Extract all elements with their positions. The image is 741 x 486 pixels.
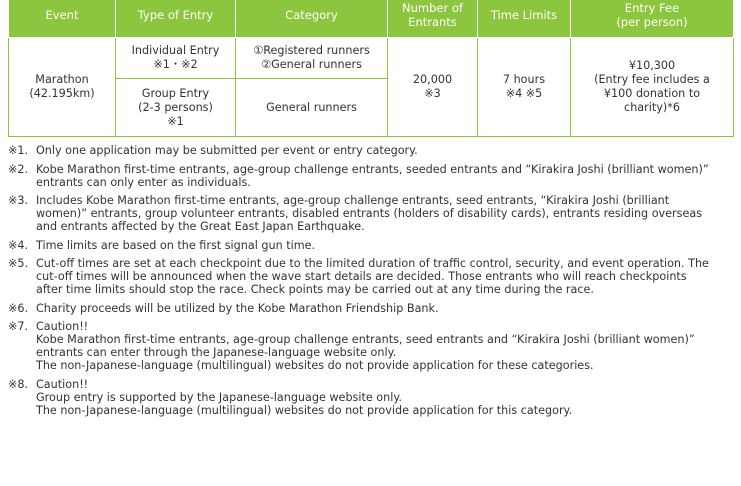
footnote-text <box>36 320 733 372</box>
header-fee-line: Entry Fee <box>624 0 680 15</box>
footnote-line: Charity proceeds will be utilized by the Kobe Marathon Friendship Bank. <box>36 301 439 315</box>
header-event: Event <box>9 0 116 38</box>
footnote-2 <box>8 163 733 189</box>
header-fee-line: (per person) <box>616 14 688 29</box>
individual-category-line: ②General runners <box>261 58 362 71</box>
header-number-line: Entrants <box>408 14 457 29</box>
footnote-mark: ※4. <box>8 238 29 252</box>
header-category: Category <box>236 0 388 38</box>
cell-event <box>9 38 116 137</box>
footnote-line: The non-Japanese-language (multilingual) websites do not provide application for this category. <box>36 403 573 417</box>
footnote-6 <box>8 302 733 315</box>
entrants-line: ※3 <box>424 87 441 100</box>
header-time-limits: Time Limits <box>478 0 571 38</box>
footnote-1 <box>8 144 733 157</box>
fee-line: ¥100 donation to <box>603 87 701 100</box>
footnote-line: cut-off times will be announced when the wave start details are decided. Those entrants who will reach checkpoints <box>36 270 687 283</box>
entrants-line: 20,000 <box>412 73 453 86</box>
header-number-of-entrants <box>388 0 478 38</box>
cell-group-entry <box>116 79 236 137</box>
footnote-line: Includes Kobe Marathon first-time entrants, age-group challenge entrants, seed entrants, “Kirakira Joshi (brilliant <box>36 194 670 207</box>
footnote-line: after time limits should stop the race. Check points may be carried out at any time during the race. <box>36 283 594 296</box>
group-entry-line: Group Entry <box>141 86 210 100</box>
footnote-line: Only one application may be submitted per event or entry category. <box>36 144 418 157</box>
footnote-line: The non-Japanese-language (multilingual) websites do not provide application for these categories. <box>36 359 594 372</box>
footnote-mark: ※5. <box>8 257 29 270</box>
footnote-mark: ※8. <box>8 377 29 391</box>
cell-time-limits <box>478 38 571 137</box>
entry-section <box>8 0 733 422</box>
footnote-line: Time limits are based on the first signal gun time. <box>36 238 316 252</box>
footnote-line: women)” entrants, group volunteer entrants, disabled entrants (holders of disability cards), entrants residing overseas <box>36 207 703 220</box>
individual-entry-line: ※1・※2 <box>153 58 198 71</box>
footnote-text <box>36 194 733 233</box>
footnote-line: Kobe Marathon first-time entrants, age-group challenge entrants, seeded entrants and “Kirakira Joshi (brilliant women)” <box>36 162 709 176</box>
cell-individual-category <box>236 38 388 79</box>
table-row <box>9 38 734 79</box>
cell-entry-fee <box>571 38 734 137</box>
footnote-line: entrants can enter through the Japanese-language website only. <box>36 346 397 359</box>
footnote-line: Caution!! <box>36 377 89 391</box>
individual-category-line: ①Registered runners <box>253 44 370 57</box>
fee-line: (Entry fee includes a <box>594 73 710 86</box>
footnote-text <box>36 163 733 189</box>
footnote-line: and entrants affected by the Great East Japan Earthquake. <box>36 220 365 233</box>
footnote-mark: ※2. <box>8 162 29 176</box>
group-entry-line: (2-3 persons) <box>138 100 213 114</box>
time-line: 7 hours <box>502 73 546 86</box>
header-entry-fee <box>571 0 734 38</box>
footnote-3 <box>8 194 733 233</box>
footnote-mark: ※6. <box>8 301 29 315</box>
footnote-7 <box>8 320 733 372</box>
time-line: ※4 ※5 <box>505 87 543 100</box>
footnote-line: Group entry is supported by the Japanese-language website only. <box>36 390 402 404</box>
footnote-4 <box>8 239 733 252</box>
footnote-line: Cut-off times are set at each checkpoint due to the limited duration of traffic control, security, and event operation. The <box>36 257 709 270</box>
event-line: (42.195km) <box>29 87 95 100</box>
footnote-text <box>36 239 733 252</box>
footnote-mark: ※1. <box>8 144 29 157</box>
cell-individual-entry <box>116 38 236 79</box>
footnote-mark: ※3. <box>8 194 29 207</box>
footnote-line: Caution!! <box>36 320 89 333</box>
header-number-line: Number of <box>402 0 463 15</box>
fee-line: ¥10,300 <box>628 59 676 72</box>
cell-group-category: General runners <box>236 79 388 137</box>
fee-line: charity)*6 <box>624 101 680 114</box>
footnote-text <box>36 302 733 315</box>
event-line: Marathon <box>35 73 89 86</box>
group-entry-line: ※1 <box>167 114 184 128</box>
individual-entry-line: Individual Entry <box>131 44 220 57</box>
footnote-mark: ※7. <box>8 320 29 333</box>
footnote-text <box>36 378 733 417</box>
header-type-of-entry: Type of Entry <box>116 0 236 38</box>
cell-number-of-entrants <box>388 38 478 137</box>
footnotes <box>8 144 733 417</box>
footnote-8 <box>8 378 733 417</box>
footnote-text <box>36 144 733 157</box>
entry-table <box>8 0 734 137</box>
footnote-5 <box>8 257 733 296</box>
table-header-row <box>9 0 734 38</box>
footnote-line: entrants can only enter as individuals. <box>36 175 251 189</box>
footnote-line: Kobe Marathon first-time entrants, age-group challenge entrants, seed entrants and “Kirakira Joshi (brilliant women)” <box>36 333 695 346</box>
footnote-text <box>36 257 733 296</box>
